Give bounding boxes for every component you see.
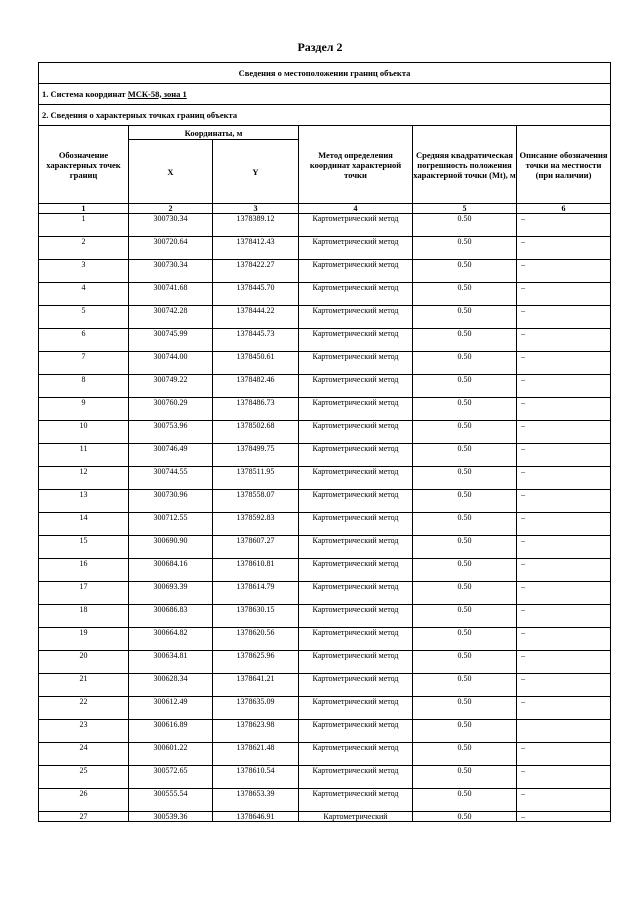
point-number: 6 [39,329,129,352]
point-number: 12 [39,467,129,490]
description: – [517,605,611,628]
coord-y: 1378511.95 [213,467,299,490]
coord-y: 1378607.27 [213,536,299,559]
method: Картометрический метод [299,697,413,720]
description: – [517,283,611,306]
method: Картометрический метод [299,467,413,490]
method: Картометрический метод [299,260,413,283]
coord-x: 300664.82 [129,628,213,651]
coord-x: 300742.28 [129,306,213,329]
coord-x: 300690.90 [129,536,213,559]
column-number: 4 [299,204,413,214]
description: – [517,352,611,375]
coord-y: 1378621.48 [213,743,299,766]
description: – [517,628,611,651]
description: – [517,421,611,444]
coord-x: 300745.99 [129,329,213,352]
description: – [517,697,611,720]
description: – [517,375,611,398]
coord-x: 300744.55 [129,467,213,490]
coord-y: 1378412.43 [213,237,299,260]
coord-y: 1378641.21 [213,674,299,697]
table-row [39,513,611,536]
table-row [39,536,611,559]
method: Картометрический [299,812,413,822]
coord-x: 300612.49 [129,697,213,720]
coord-y: 1378653.39 [213,789,299,812]
coord-y: 1378445.73 [213,329,299,352]
coord-x: 300760.29 [129,398,213,421]
method: Картометрический метод [299,329,413,352]
method: Картометрический метод [299,306,413,329]
point-number: 25 [39,766,129,789]
description: – [517,536,611,559]
boundary-points-table [38,62,611,822]
coord-y: 1378623.98 [213,720,299,743]
header-method: Метод определения координат характерной точки [299,126,413,204]
description: – [517,766,611,789]
coord-system-cell [39,84,611,105]
coord-x: 300741.68 [129,283,213,306]
coord-y: 1378635.09 [213,697,299,720]
table-row [39,421,611,444]
point-number: 8 [39,375,129,398]
table-row [39,306,611,329]
accuracy: 0.50 [413,329,517,352]
accuracy: 0.50 [413,490,517,513]
table-row [39,237,611,260]
accuracy: 0.50 [413,444,517,467]
coord-y: 1378592.83 [213,513,299,536]
method: Картометрический метод [299,536,413,559]
method: Картометрический метод [299,398,413,421]
accuracy: 0.50 [413,214,517,237]
table-row [39,766,611,789]
accuracy: 0.50 [413,306,517,329]
method: Картометрический метод [299,720,413,743]
description: – [517,467,611,490]
method: Картометрический метод [299,513,413,536]
table-row [39,651,611,674]
table-row [39,582,611,605]
point-number: 24 [39,743,129,766]
coord-x: 300753.96 [129,421,213,444]
coord-y: 1378610.81 [213,559,299,582]
table-row [39,375,611,398]
point-number: 1 [39,214,129,237]
table-row [39,697,611,720]
accuracy: 0.50 [413,421,517,444]
accuracy: 0.50 [413,628,517,651]
coord-y: 1378482.46 [213,375,299,398]
header-accuracy: Средняя квадратическая погрешность положения характерной точки (Mt), м [413,126,517,204]
accuracy: 0.50 [413,789,517,812]
coord-x: 300730.34 [129,260,213,283]
point-number: 2 [39,237,129,260]
table-row [39,214,611,237]
coord-x: 300616.89 [129,720,213,743]
accuracy: 0.50 [413,536,517,559]
table-row [39,467,611,490]
table-row [39,628,611,651]
coord-x: 300634.81 [129,651,213,674]
method: Картометрический метод [299,766,413,789]
description: – [517,214,611,237]
table-title: Сведения о местоположении границ объекта [39,63,611,84]
method: Картометрический метод [299,674,413,697]
description [517,720,611,743]
column-number: 6 [517,204,611,214]
table-title-row [39,63,611,84]
coord-y: 1378389.12 [213,214,299,237]
coord-x: 300601.22 [129,743,213,766]
coord-system-value: МСК-58, зона 1 [127,88,187,99]
point-number: 21 [39,674,129,697]
coord-y: 1378444.22 [213,306,299,329]
coord-y: 1378450.61 [213,352,299,375]
description: – [517,582,611,605]
accuracy: 0.50 [413,283,517,306]
coord-system-row [39,84,611,105]
accuracy: 0.50 [413,605,517,628]
description: – [517,789,611,812]
table-row [39,283,611,306]
method: Картометрический метод [299,352,413,375]
table-row [39,674,611,697]
table-row [39,743,611,766]
coord-x: 300720.64 [129,237,213,260]
point-number: 3 [39,260,129,283]
accuracy: 0.50 [413,467,517,490]
point-number: 9 [39,398,129,421]
accuracy: 0.50 [413,237,517,260]
accuracy: 0.50 [413,352,517,375]
table-row [39,812,611,822]
method: Картометрический метод [299,743,413,766]
description: – [517,237,611,260]
point-number: 13 [39,490,129,513]
point-number: 10 [39,421,129,444]
points-title-row [39,105,611,126]
coord-x: 300572.65 [129,766,213,789]
accuracy: 0.50 [413,743,517,766]
coord-x: 300730.96 [129,490,213,513]
table-row [39,444,611,467]
accuracy: 0.50 [413,260,517,283]
point-number: 16 [39,559,129,582]
header-y: Y [213,140,299,204]
point-number: 15 [39,536,129,559]
coord-y: 1378558.07 [213,490,299,513]
description: – [517,490,611,513]
coord-y: 1378422.27 [213,260,299,283]
method: Картометрический метод [299,283,413,306]
coord-x: 300628.34 [129,674,213,697]
method: Картометрический метод [299,628,413,651]
point-number: 20 [39,651,129,674]
method: Картометрический метод [299,651,413,674]
accuracy: 0.50 [413,812,517,822]
coord-system-label: 1. Система координат [42,88,128,99]
table-row [39,605,611,628]
point-number: 27 [39,812,129,822]
description: – [517,329,611,352]
description: – [517,812,611,822]
column-numbers-row [39,204,611,214]
coord-x: 300749.22 [129,375,213,398]
point-number: 4 [39,283,129,306]
method: Картометрический метод [299,490,413,513]
coord-x: 300746.49 [129,444,213,467]
description: – [517,260,611,283]
table-row [39,260,611,283]
coord-x: 300684.16 [129,559,213,582]
coord-y: 1378445.70 [213,283,299,306]
point-number: 18 [39,605,129,628]
point-number: 11 [39,444,129,467]
description: – [517,651,611,674]
table-row [39,720,611,743]
description: – [517,674,611,697]
table-row [39,490,611,513]
accuracy: 0.50 [413,674,517,697]
column-number: 2 [129,204,213,214]
point-number: 7 [39,352,129,375]
method: Картометрический метод [299,789,413,812]
coord-x: 300555.54 [129,789,213,812]
coord-y: 1378625.96 [213,651,299,674]
accuracy: 0.50 [413,766,517,789]
coord-y: 1378502.68 [213,421,299,444]
point-number: 5 [39,306,129,329]
header-description: Описание обозначения точки на местности (при наличии) [517,126,611,204]
coord-x: 300730.34 [129,214,213,237]
accuracy: 0.50 [413,697,517,720]
point-number: 17 [39,582,129,605]
point-number: 23 [39,720,129,743]
column-number: 3 [213,204,299,214]
coord-y: 1378610.54 [213,766,299,789]
coord-y: 1378486.73 [213,398,299,421]
method: Картометрический метод [299,214,413,237]
coord-y: 1378614.79 [213,582,299,605]
accuracy: 0.50 [413,720,517,743]
accuracy: 0.50 [413,559,517,582]
method: Картометрический метод [299,559,413,582]
description: – [517,559,611,582]
description: – [517,444,611,467]
accuracy: 0.50 [413,375,517,398]
accuracy: 0.50 [413,651,517,674]
description: – [517,306,611,329]
point-number: 22 [39,697,129,720]
table-row [39,559,611,582]
coord-y: 1378646.91 [213,812,299,822]
header-coordinates: Координаты, м [129,126,299,140]
header-row-1 [39,126,611,140]
column-number: 1 [39,204,129,214]
column-number: 5 [413,204,517,214]
method: Картометрический метод [299,582,413,605]
coord-x: 300686.83 [129,605,213,628]
method: Картометрический метод [299,605,413,628]
coord-x: 300744.00 [129,352,213,375]
coord-y: 1378630.15 [213,605,299,628]
point-number: 19 [39,628,129,651]
table-row [39,352,611,375]
points-title: 2. Сведения о характерных точках границ объекта [39,105,611,126]
method: Картометрический метод [299,421,413,444]
method: Картометрический метод [299,237,413,260]
description: – [517,513,611,536]
description: – [517,398,611,421]
coord-x: 300693.39 [129,582,213,605]
accuracy: 0.50 [413,513,517,536]
description: – [517,743,611,766]
coord-y: 1378499.75 [213,444,299,467]
table-row [39,789,611,812]
point-number: 26 [39,789,129,812]
page-title: Раздел 2 [297,40,343,54]
header-x: X [129,140,213,204]
coord-x: 300712.55 [129,513,213,536]
accuracy: 0.50 [413,582,517,605]
table-row [39,329,611,352]
point-number: 14 [39,513,129,536]
header-designation: Обозначение характерных точек границ [39,126,129,204]
coord-y: 1378620.56 [213,628,299,651]
accuracy: 0.50 [413,398,517,421]
coord-x: 300539.36 [129,812,213,822]
method: Картометрический метод [299,375,413,398]
method: Картометрический метод [299,444,413,467]
table-row [39,398,611,421]
